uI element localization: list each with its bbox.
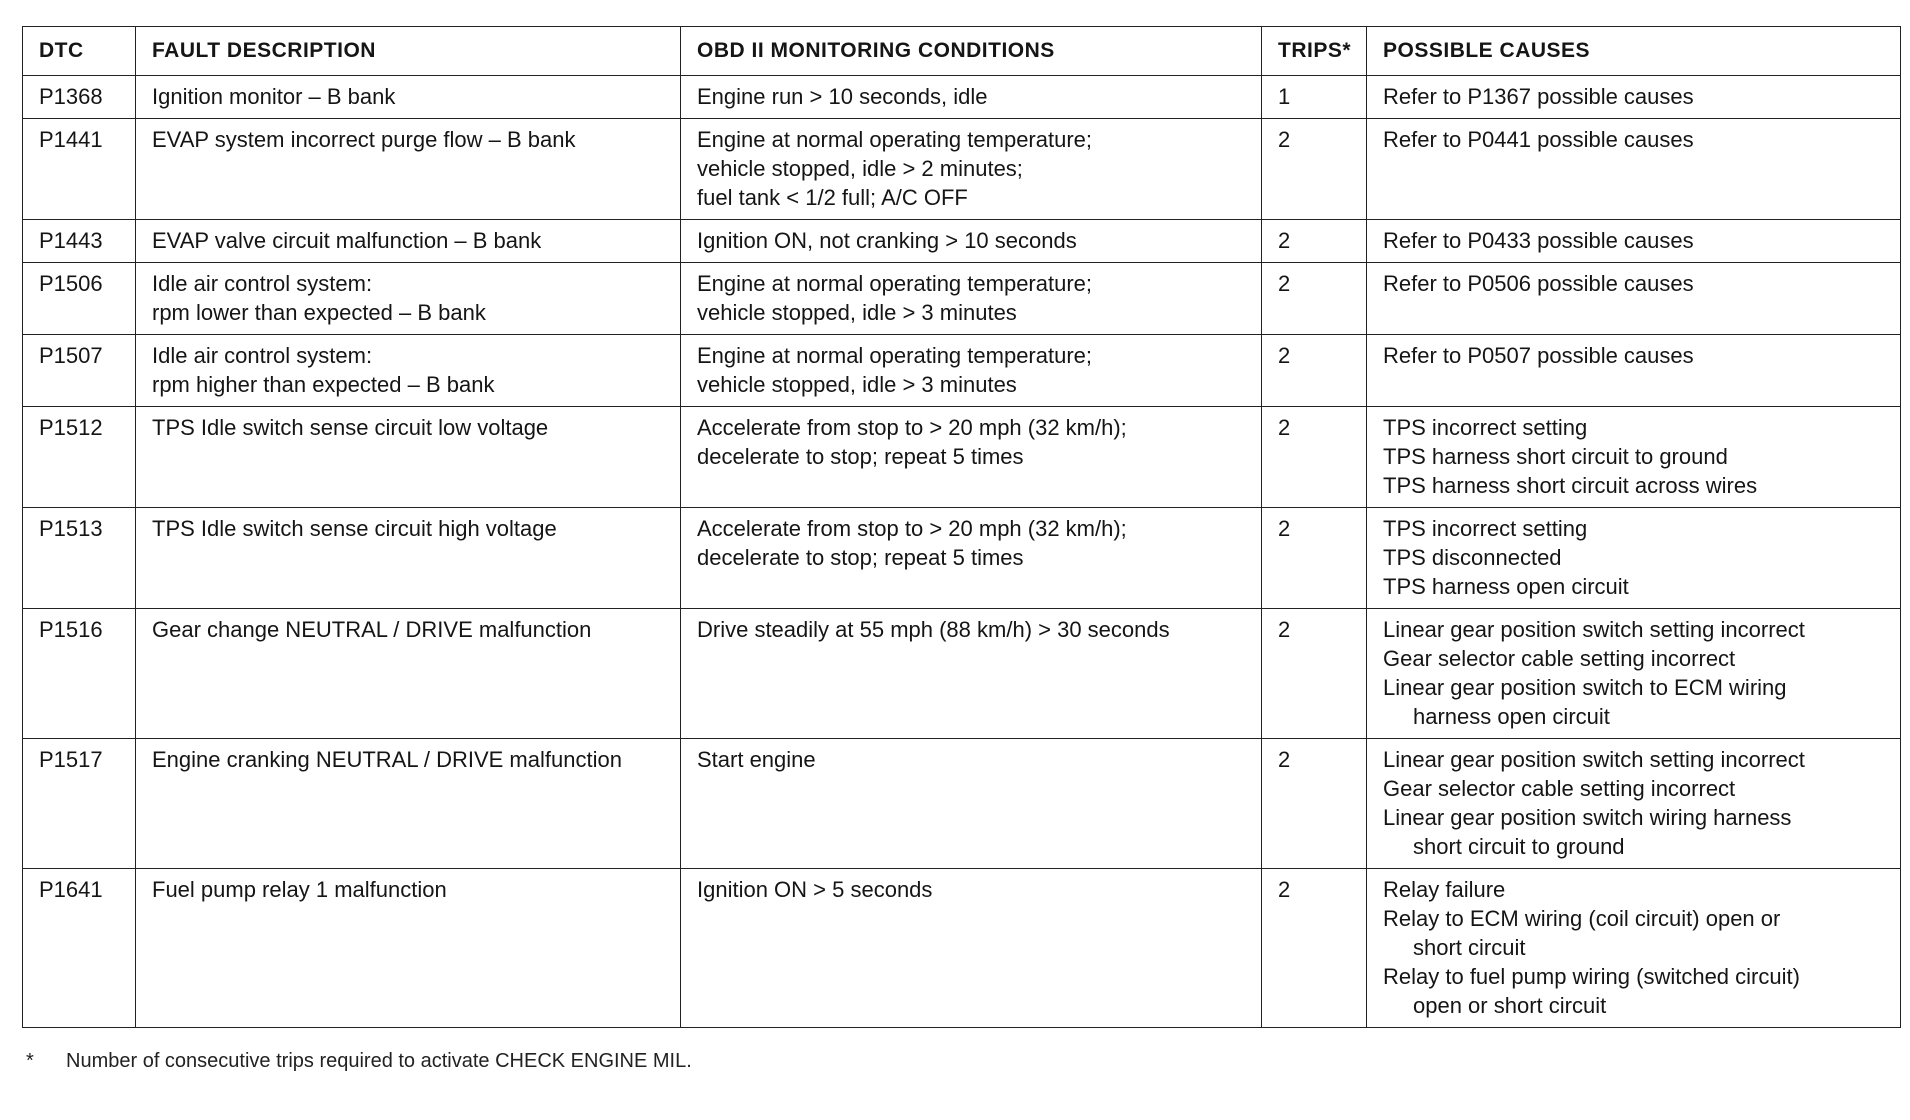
fault-line: rpm higher than expected – B bank <box>152 372 495 397</box>
cause-line: Linear gear position switch wiring harness <box>1383 805 1792 830</box>
possible-causes-cell <box>1367 335 1901 407</box>
table-row <box>23 508 1901 609</box>
trips-cell: 1 <box>1262 76 1367 119</box>
condition-line: Engine at normal operating temperature; <box>697 343 1093 368</box>
cause-line: open or short circuit <box>1413 993 1607 1018</box>
table-row <box>23 119 1901 220</box>
fault-line: Engine cranking NEUTRAL / DRIVE malfunction <box>152 747 622 772</box>
dtc-code-cell: P1507 <box>23 335 136 407</box>
possible-causes-cell <box>1367 508 1901 609</box>
dtc-code-cell: P1506 <box>23 263 136 335</box>
cause-line: Refer to P0506 possible causes <box>1383 271 1694 296</box>
cause-line: Relay to ECM wiring (coil circuit) open or <box>1383 906 1781 931</box>
header-dtc: DTC <box>23 27 136 76</box>
monitoring-conditions-cell <box>681 508 1262 609</box>
condition-line: vehicle stopped, idle > 3 minutes <box>697 300 1017 325</box>
cause-line: Refer to P0507 possible causes <box>1383 343 1694 368</box>
trips-cell: 2 <box>1262 335 1367 407</box>
footnote <box>22 1050 692 1073</box>
condition-line: vehicle stopped, idle > 3 minutes <box>697 372 1017 397</box>
condition-line: decelerate to stop; repeat 5 times <box>697 545 1024 570</box>
table-row <box>23 335 1901 407</box>
condition-line: Engine run > 10 seconds, idle <box>697 84 988 109</box>
dtc-code-cell: P1512 <box>23 407 136 508</box>
condition-line: Accelerate from stop to > 20 mph (32 km/h); <box>697 516 1127 541</box>
footnote-text: Number of consecutive trips required to activate CHECK ENGINE MIL. <box>66 1050 692 1072</box>
fault-description-cell <box>136 76 681 119</box>
table-header-row <box>23 27 1901 76</box>
fault-line: Fuel pump relay 1 malfunction <box>152 877 447 902</box>
fault-line: Idle air control system: <box>152 271 373 296</box>
fault-description-cell <box>136 508 681 609</box>
monitoring-conditions-cell <box>681 263 1262 335</box>
condition-line: vehicle stopped, idle > 2 minutes; <box>697 156 1023 181</box>
fault-line: TPS Idle switch sense circuit high voltage <box>152 516 557 541</box>
monitoring-conditions-cell <box>681 119 1262 220</box>
cause-line: TPS incorrect setting <box>1383 415 1588 440</box>
cause-line: Linear gear position switch to ECM wiring <box>1383 675 1787 700</box>
condition-line: Ignition ON > 5 seconds <box>697 877 933 902</box>
fault-line: TPS Idle switch sense circuit low voltage <box>152 415 549 440</box>
cause-line: TPS disconnected <box>1383 545 1562 570</box>
trips-cell: 2 <box>1262 263 1367 335</box>
possible-causes-cell <box>1367 407 1901 508</box>
monitoring-conditions-cell <box>681 335 1262 407</box>
dtc-code-cell: P1443 <box>23 220 136 263</box>
header-fault-description: FAULT DESCRIPTION <box>136 27 681 76</box>
cause-line: Relay failure <box>1383 877 1506 902</box>
fault-line: Idle air control system: <box>152 343 373 368</box>
condition-line: Engine at normal operating temperature; <box>697 271 1093 296</box>
header-possible-causes: POSSIBLE CAUSES <box>1367 27 1901 76</box>
table-body <box>23 76 1901 1028</box>
condition-line: decelerate to stop; repeat 5 times <box>697 444 1024 469</box>
fault-line: EVAP system incorrect purge flow – B bank <box>152 127 576 152</box>
monitoring-conditions-cell <box>681 220 1262 263</box>
cause-line: Refer to P0441 possible causes <box>1383 127 1694 152</box>
fault-description-cell <box>136 220 681 263</box>
table-row <box>23 739 1901 869</box>
dtc-document <box>22 26 1900 1028</box>
dtc-code-cell: P1441 <box>23 119 136 220</box>
trips-cell: 2 <box>1262 220 1367 263</box>
possible-causes-cell <box>1367 263 1901 335</box>
trips-cell: 2 <box>1262 407 1367 508</box>
table-row <box>23 407 1901 508</box>
fault-description-cell <box>136 335 681 407</box>
cause-line: TPS harness short circuit to ground <box>1383 444 1728 469</box>
trips-cell: 2 <box>1262 508 1367 609</box>
possible-causes-cell <box>1367 76 1901 119</box>
fault-description-cell <box>136 119 681 220</box>
possible-causes-cell <box>1367 869 1901 1028</box>
header-trips: TRIPS* <box>1262 27 1367 76</box>
cause-line: Linear gear position switch setting incorrect <box>1383 617 1805 642</box>
condition-line: Ignition ON, not cranking > 10 seconds <box>697 228 1077 253</box>
fault-line: EVAP valve circuit malfunction – B bank <box>152 228 542 253</box>
fault-line: Gear change NEUTRAL / DRIVE malfunction <box>152 617 592 642</box>
possible-causes-cell <box>1367 119 1901 220</box>
header-monitoring-conditions: OBD II MONITORING CONDITIONS <box>681 27 1262 76</box>
dtc-code-cell: P1516 <box>23 609 136 739</box>
cause-line: TPS incorrect setting <box>1383 516 1588 541</box>
cause-line: Refer to P0433 possible causes <box>1383 228 1694 253</box>
dtc-table <box>22 26 1901 1028</box>
fault-description-cell <box>136 407 681 508</box>
cause-line: harness open circuit <box>1413 704 1610 729</box>
dtc-code-cell: P1517 <box>23 739 136 869</box>
monitoring-conditions-cell <box>681 609 1262 739</box>
possible-causes-cell <box>1367 220 1901 263</box>
table-row <box>23 609 1901 739</box>
monitoring-conditions-cell <box>681 76 1262 119</box>
fault-line: rpm lower than expected – B bank <box>152 300 486 325</box>
condition-line: Drive steadily at 55 mph (88 km/h) > 30 seconds <box>697 617 1170 642</box>
cause-line: short circuit <box>1413 935 1526 960</box>
fault-description-cell <box>136 263 681 335</box>
trips-cell: 2 <box>1262 869 1367 1028</box>
condition-line: Start engine <box>697 747 816 772</box>
possible-causes-cell <box>1367 609 1901 739</box>
dtc-code-cell: P1513 <box>23 508 136 609</box>
footnote-mark: * <box>26 1050 34 1072</box>
cause-line: Gear selector cable setting incorrect <box>1383 776 1736 801</box>
trips-cell: 2 <box>1262 609 1367 739</box>
monitoring-conditions-cell <box>681 869 1262 1028</box>
cause-line: Linear gear position switch setting incorrect <box>1383 747 1805 772</box>
condition-line: fuel tank < 1/2 full; A/C OFF <box>697 185 968 210</box>
table-row <box>23 220 1901 263</box>
cause-line: short circuit to ground <box>1413 834 1625 859</box>
possible-causes-cell <box>1367 739 1901 869</box>
cause-line: Refer to P1367 possible causes <box>1383 84 1694 109</box>
condition-line: Engine at normal operating temperature; <box>697 127 1093 152</box>
monitoring-conditions-cell <box>681 739 1262 869</box>
cause-line: TPS harness open circuit <box>1383 574 1629 599</box>
trips-cell: 2 <box>1262 119 1367 220</box>
fault-description-cell <box>136 739 681 869</box>
table-row <box>23 869 1901 1028</box>
fault-description-cell <box>136 609 681 739</box>
monitoring-conditions-cell <box>681 407 1262 508</box>
table-row <box>23 76 1901 119</box>
table-row <box>23 263 1901 335</box>
cause-line: TPS harness short circuit across wires <box>1383 473 1758 498</box>
dtc-code-cell: P1368 <box>23 76 136 119</box>
fault-description-cell <box>136 869 681 1028</box>
cause-line: Gear selector cable setting incorrect <box>1383 646 1736 671</box>
dtc-code-cell: P1641 <box>23 869 136 1028</box>
cause-line: Relay to fuel pump wiring (switched circuit) <box>1383 964 1800 989</box>
trips-cell: 2 <box>1262 739 1367 869</box>
condition-line: Accelerate from stop to > 20 mph (32 km/h); <box>697 415 1127 440</box>
fault-line: Ignition monitor – B bank <box>152 84 396 109</box>
